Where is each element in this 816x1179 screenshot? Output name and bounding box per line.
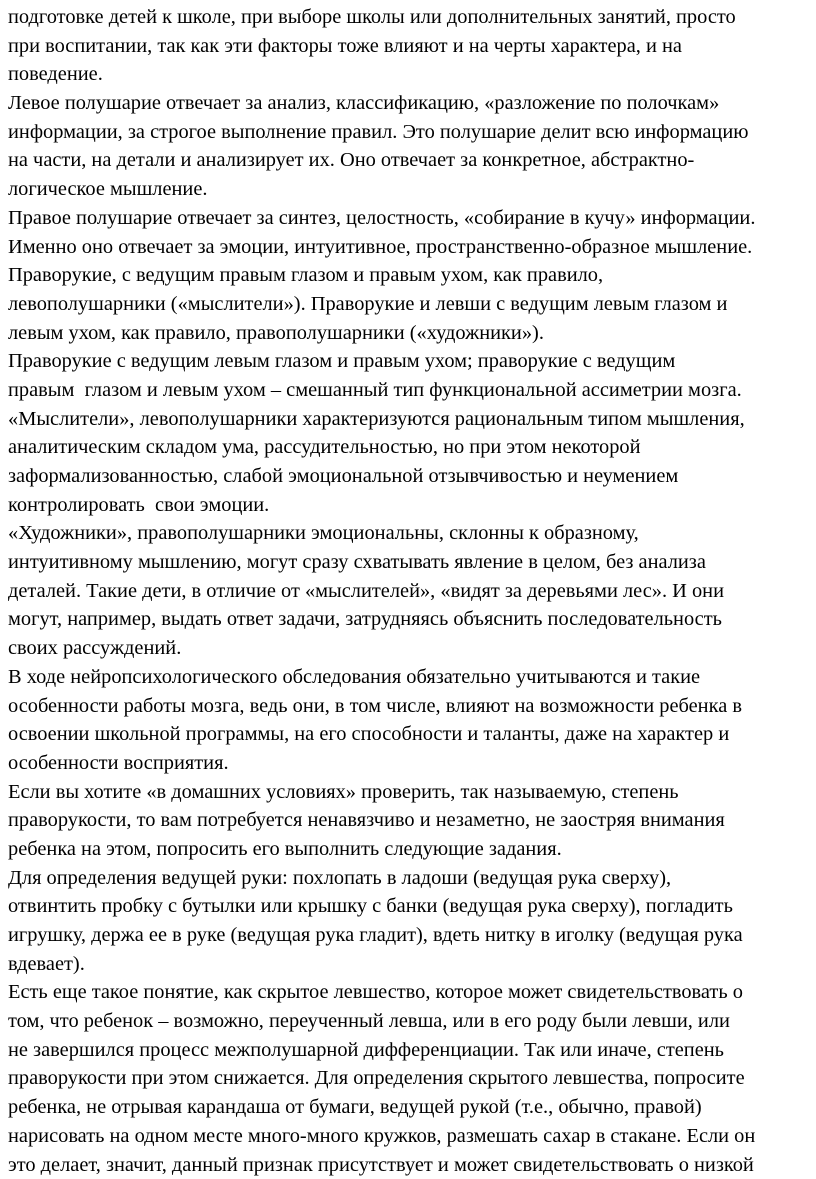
- text-line: Праворукие, с ведущим правым глазом и правым ухом, как правило,: [8, 261, 808, 290]
- text-line: игрушку, держа ее в руке (ведущая рука гладит), вдеть нитку в иголку (ведущая рука: [8, 921, 808, 950]
- document-page: [8, 3, 808, 1179]
- text-line: ребенка на этом, попросить его выполнить следующие задания.: [8, 835, 808, 864]
- text-line: «Художники», правополушарники эмоциональны, склонны к образному,: [8, 519, 808, 548]
- text-line: вдевает).: [8, 950, 808, 979]
- text-line: поведение.: [8, 60, 808, 89]
- text-line: Левое полушарие отвечает за анализ, классификацию, «разложение по полочкам»: [8, 89, 808, 118]
- text-line: Если вы хотите «в домашних условиях» проверить, так называемую, степень: [8, 778, 808, 807]
- text-line: могут, например, выдать ответ задачи, затрудняясь объяснить последовательность: [8, 605, 808, 634]
- text-line: логическое мышление.: [8, 175, 808, 204]
- text-line: В ходе нейропсихологического обследования обязательно учитываются и такие: [8, 663, 808, 692]
- text-line: на части, на детали и анализирует их. Оно отвечает за конкретное, абстрактно-: [8, 146, 808, 175]
- text-line: левым ухом, как правило, правополушарники («художники»).: [8, 319, 808, 348]
- text-line: левополушарники («мыслители»). Праворукие и левши с ведущим левым глазом и: [8, 290, 808, 319]
- text-line: подготовке детей к школе, при выборе школы или дополнительных занятий, просто: [8, 3, 808, 32]
- text-line: праворукости, то вам потребуется ненавязчиво и незаметно, не заостряя внимания: [8, 806, 808, 835]
- text-line: ребенка, не отрывая карандаша от бумаги, ведущей рукой (т.е., обычно, правой): [8, 1093, 808, 1122]
- text-line: освоении школьной программы, на его способности и таланты, даже на характер и: [8, 720, 808, 749]
- text-line: не завершился процесс межполушарной дифференциации. Так или иначе, степень: [8, 1036, 808, 1065]
- text-line: праворукости при этом снижается. Для определения скрытого левшества, попросите: [8, 1064, 808, 1093]
- text-line: при воспитании, так как эти факторы тоже влияют и на черты характера, и на: [8, 32, 808, 61]
- text-line: информации, за строгое выполнение правил. Это полушарие делит всю информацию: [8, 118, 808, 147]
- text-line: своих рассуждений.: [8, 634, 808, 663]
- text-line: заформализованностью, слабой эмоциональной отзывчивостью и неумением: [8, 462, 808, 491]
- text-line: «Мыслители», левополушарники характеризуются рациональным типом мышления,: [8, 405, 808, 434]
- text-line: деталей. Такие дети, в отличие от «мыслителей», «видят за деревьями лес». И они: [8, 577, 808, 606]
- text-line: Есть еще такое понятие, как скрытое левшество, которое может свидетельствовать о: [8, 978, 808, 1007]
- text-line: интуитивному мышлению, могут сразу схватывать явление в целом, без анализа: [8, 548, 808, 577]
- text-line: аналитическим складом ума, рассудительностью, но при этом некоторой: [8, 433, 808, 462]
- text-line: Праворукие с ведущим левым глазом и правым ухом; праворукие с ведущим: [8, 347, 808, 376]
- text-line: нарисовать на одном месте много-много кружков, размешать сахар в стакане. Если он: [8, 1122, 808, 1151]
- text-line: отвинтить пробку с бутылки или крышку с банки (ведущая рука сверху), погладить: [8, 892, 808, 921]
- text-line: особенности работы мозга, ведь они, в том числе, влияют на возможности ребенка в: [8, 692, 808, 721]
- text-line: Именно оно отвечает за эмоции, интуитивное, пространственно-образное мышление.: [8, 233, 808, 262]
- text-line: это делает, значит, данный признак присутствует и может свидетельствовать о низкой: [8, 1151, 808, 1179]
- text-line: том, что ребенок – возможно, переученный левша, или в его роду были левши, или: [8, 1007, 808, 1036]
- text-line: правым глазом и левым ухом – смешанный тип функциональной ассиметрии мозга.: [8, 376, 808, 405]
- text-line: Для определения ведущей руки: похлопать в ладоши (ведущая рука сверху),: [8, 864, 808, 893]
- text-line: Правое полушарие отвечает за синтез, целостность, «собирание в кучу» информации.: [8, 204, 808, 233]
- text-line: контролировать свои эмоции.: [8, 491, 808, 520]
- text-line: особенности восприятия.: [8, 749, 808, 778]
